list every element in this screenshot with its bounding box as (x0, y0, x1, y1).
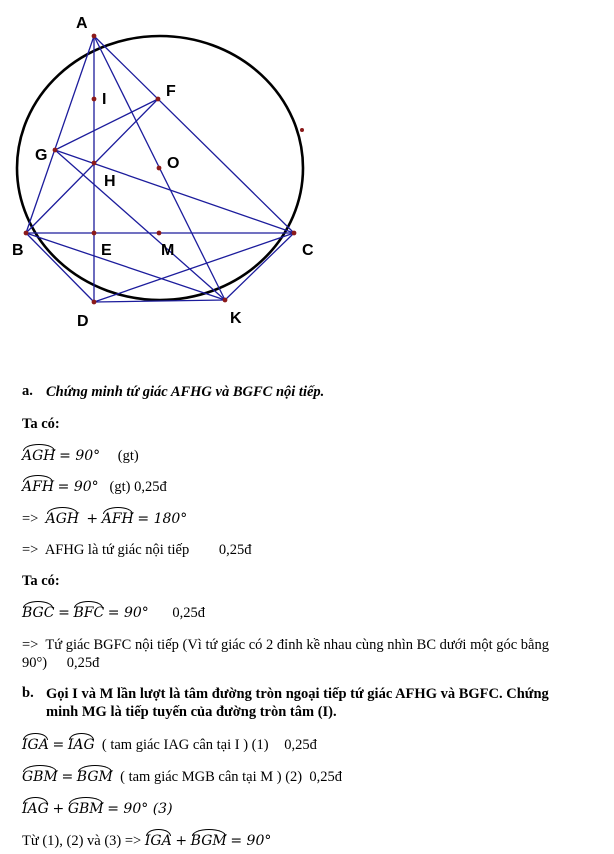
part-a-line-1: AGH = 90° (gt) (22, 448, 139, 464)
label-i: I (102, 91, 107, 108)
part-a-ta-co-2: Ta có: (22, 573, 60, 589)
label-b: B (12, 242, 24, 259)
part-a-label: a. (22, 383, 33, 399)
part-b-title-2: minh MG là tiếp tuyến của đường tròn tâm (I). (46, 704, 337, 720)
part-a-title: Chứng minh tứ giác AFHG và BGFC nội tiếp. (46, 384, 325, 400)
part-a-line-5: BGC = BFC = 90° 0,25đ (22, 605, 206, 621)
part-a-line-4: => AFHG là tứ giác nội tiếp 0,25đ (22, 542, 252, 558)
part-a-line-6: => Tứ giác BGFC nội tiếp (Vì tứ giác có 2 đỉnh kề nhau cùng nhìn BC dưới một góc bằng (22, 637, 549, 653)
label-e: E (101, 242, 112, 259)
label-a: A (76, 15, 88, 32)
part-a-line-7: 90°) 0,25đ (22, 655, 100, 671)
part-b-line-1: IGA = IAG ( tam giác IAG cân tại I ) (1) 0,25đ (22, 737, 317, 753)
label-o: O (167, 155, 180, 172)
part-a-ta-co-1: Ta có: (22, 416, 60, 432)
label-h: H (104, 173, 116, 190)
label-f: F (166, 83, 176, 100)
solution-text (0, 370, 614, 854)
geometry-figure (0, 0, 614, 340)
part-b-line-4: Từ (1), (2) và (3) => IGA + BGM = 90° (22, 833, 272, 849)
label-m: M (161, 242, 175, 259)
label-g: G (35, 147, 48, 164)
part-a-line-2: AFH = 90° (gt) 0,25đ (22, 479, 167, 495)
part-b-line-3: IAG + GBM = 90° (3) (22, 801, 173, 817)
label-d: D (77, 313, 89, 330)
label-k: K (230, 310, 242, 327)
part-b-title-1: Gọi I và M lần lượt là tâm đường tròn ngoại tiếp tứ giác AFHG và BGFC. Chứng (46, 686, 549, 702)
part-a-line-3: => AGH + AFH = 180° (22, 511, 188, 527)
part-b-line-2: GBM = BGM ( tam giác MGB cân tại M ) (2) 0,25đ (22, 769, 343, 785)
part-b-label: b. (22, 685, 34, 701)
label-c: C (302, 242, 314, 259)
